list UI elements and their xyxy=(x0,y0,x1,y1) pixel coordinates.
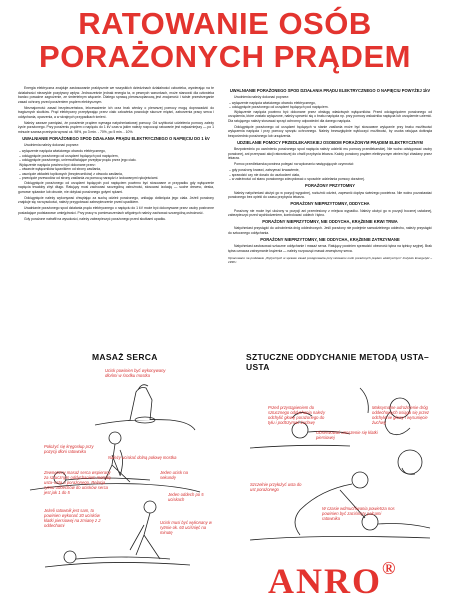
list-item: – odciągnięcie porażonego od urządzeń będących pod napięciem. xyxy=(229,105,329,110)
note-tilt-head: Przed przystąpieniem do sztucznego oddychania należy odchylić głowę porażonego do tyłu i podtrzymać żuchwę xyxy=(268,405,326,425)
logo-text: ANRO xyxy=(268,561,382,601)
title-line-1: RATOWANIE OSÓB xyxy=(78,6,372,41)
section-heading: PORAŻONY NIEPRZYTOMNY, ODDYCHA xyxy=(290,201,370,207)
paragraph: Nieznajomość zasad bezpieczeństwa, lekceważenie ich oraz brak wiedzy o pierwszej pomocy mogą doprowadzić do tragicznych skutków. Prąd elektryczny przepływając przez ciało człowieka powoduje skurcze mięśni, zaburzenia pracy serca i oddychania, oparzenia, a w skrajnych przypadkach śmierć. xyxy=(18,105,214,119)
list-item: – przecięcie przewodów od strony zasilania za pomocą narzędzi z izolowanymi rękojeściami. xyxy=(19,176,159,181)
right-text-column xyxy=(228,86,432,264)
note-spine: Położyć się kręgosłup przy pozycji dłoni ratownika xyxy=(44,444,94,454)
paragraph: Bezpośrednio po uwolnieniu porażonego spod napięcia należy udzielić mu pomocy przedlekarskiej. Nie wolno odstępować osoby porażonej, ani przerywać akcji ratowniczej do chwili przybycia lekarza. Każdy porażony prądem elektrycznym winien być zbadany przez lekarza. xyxy=(228,147,432,161)
note-pinch-nose: W czasie wdmuchiwania powietrza nos powinien być zaciśnięty palcami ratownika xyxy=(322,506,395,521)
paragraph: Natychmiast zastosować sztuczne oddychanie i masaż serca. Ratujący powinien sprawdzić obecność tętna na tętnicy szyjnej. Brak tętna oznacza zatrzymanie krążenia — należy rozpocząć masaż zewnętrzny serca. xyxy=(228,244,432,253)
note-watch-chest: Obserwować unoszenie się klatki piersiowej xyxy=(316,430,378,440)
paragraph: Odciągnięcie porażonego od urządzeń będących w stanie zasilania może być stosowane wyłącznie przy braku możliwości wyłączenia napięcia i przy pomocy sprzętu ochronnego. Należy bezwzględnie wykluczyć możliwość, by osoba ratująca dotknęła bezpośrednio porażonego lub urządzenia. xyxy=(228,124,432,138)
list-item: – odciągnięcie porażonego od urządzeń będących pod napięciem, xyxy=(19,153,119,158)
paragraph: Gdy porażone natrafił na wysokości, należy zabezpieczyć porażonego przed skutkami upadku. xyxy=(24,216,167,221)
list-item: – w zależności od stanu porażonego zdecydować o sposobie udzielania pomocy doraźnej. xyxy=(229,177,365,182)
paragraph: Należy zawsze pamiętać, że porażenie prądem wymaga natychmiastowej pomocy. Od szybkości udzielenia pomocy zależy życie porażonego. Przy porażeniu prądem o napięciu do 1 kV czas w jakim należy rozpocząć ratowanie jest najważniejszy — po 1 minucie szansa przeżycia wynosi ok. 98%, po 3 min. - 70%, po 5 min. - 10%. xyxy=(18,120,214,134)
note-rhythm: Ucisk musi być wykonany w rytmie ok. 60 uciśnięć na minutę xyxy=(160,520,212,535)
note-cpr-ratio: Zewnętrzny masaż serca wspierany za sztucznym oddychaniem metodą usta–usta u porażonego. Relacja rytmu oddechów do ucisków serca jest jak 1 do 5 xyxy=(44,470,111,495)
note-lower-sternum: Należy uciskać dolną połowę mostka xyxy=(108,455,177,460)
list-item: – usunięcie wkładek topikowych (bezpieczników) z obwodu zasilania, xyxy=(19,171,123,176)
poster-title xyxy=(0,8,450,72)
list-item: – wyłączenie napięcia właściwego obwodu elektrycznego, xyxy=(229,100,316,105)
paragraph: Uwalnianie porażonego spod działania prądu elektrycznego o napięciu do 1 kV może być dokonywane przez osoby postronne posiadające podstawowe umiejętności. Przy pracy w pomieszczeniach wilgotnych należy zachować szczególną ostrożność. xyxy=(18,206,214,215)
paragraph: Uwolnienia należy dokonać poprzez: xyxy=(234,94,290,99)
title-line-2: PORAŻONYCH PRĄDEM xyxy=(39,39,411,74)
illustration-mouth-to-mouth xyxy=(240,440,440,550)
mouth-to-mouth-title: SZTUCZNE ODDYCHANIE METODĄ USTA–USTA xyxy=(246,352,430,372)
section-heading: PORAŻONY PRZYTOMNY xyxy=(305,183,355,189)
paragraph: Natychmiast przystąpić do udrożnienia dróg oddechowych. Jeśli porażony nie podejmie samodzielnego oddechu, należy przystąpić do sztucznego oddychania. xyxy=(228,226,432,236)
left-text-column xyxy=(18,86,214,223)
paragraph: Porażony nie może być ułożony w pozycji ani przeniesiony z miejsca wypadku. Należy ułożyć go w pozycji bocznej ustalonej, zabezpieczyć przed wychłodzeniem, kontrolować oddech i tętno. xyxy=(228,208,432,218)
section-heading: UWALNIANIE PORAŻONEGO SPOD DZIAŁANIA PRĄDU ELEKTRYCZNEGO O NAPIĘCIU POWYŻEJ 1kV xyxy=(229,87,431,93)
note-airway: Maksymalne udrożnienie dróg oddechowych osiąga się przez odchylenie głowy i wysunięcie żuchwy xyxy=(372,405,430,425)
list-item: – gdy porażony krwawi, zatrzymać krwawienie, xyxy=(229,168,300,173)
paragraph: Pomoc przedlekarska powinna polegać na wykonaniu następujących czynności: xyxy=(234,162,355,167)
paragraph: Odciągnięcie porażonego od urządzeń będących pod napięciem powinno być stosowane w przypadku gdy wyłączenie napięcia trwałoby zbyt długo. Ratujący musi zachować szczególną ostrożność, stosować izolację — suche drewno, deska, gumowe rękawice lub obuwie, nie dotykać porażonego gołymi rękami. xyxy=(18,180,214,194)
note-hand-position: Ucisk powinien być wykonywany dłońmi w środku mostka xyxy=(105,368,166,378)
paragraph: Należy natychmiast ułożyć go w pozycji wygodnej, rozluźnić odzież, zapewnić dopływ świeżego powietrza. Nie wolno pozostawiać porażonego bez opieki do czasu przybycia lekarza. xyxy=(228,190,432,200)
registered-mark: ® xyxy=(382,558,396,578)
list-item: – wyłączenie napięcia właściwego obwodu elektrycznego, xyxy=(19,148,106,153)
list-item: – odciągnięcie porażonego, uniemożliwiające przepływ prądu przez jego ciało. xyxy=(19,158,137,163)
list-item: Wyłączenie napięcia powinno być dokonane przez: xyxy=(19,162,96,167)
note-breath-after-five: Jeden oddech po 5 uciskach xyxy=(168,492,204,502)
note-single-rescuer: Jeżeli ratownik jest sam, to powinien wykonać 30 ucisków klatki piersiowej na zmianę z 2 oddechami xyxy=(44,508,101,528)
anro-logo xyxy=(268,560,395,602)
paragraph: Odciągnięcie należy wykonywać chwytając za suchą odzież porażonego, unikając dotknięcia jego ciała. Jeżeli porażony znajduje się na wysokości, należy przygotować zabezpieczenie przed upadkiem. xyxy=(18,195,214,205)
section-heading: UWALNIANIE PORAŻONEGO SPOD DZIAŁANIA PRĄDU ELEKTRYCZNEGO O NAPIĘCIU DO 1 kV xyxy=(22,135,210,141)
paragraph: Uwolnienia należy dokonać poprzez: xyxy=(24,143,80,148)
list-item: – sprawdzić czy nie doszło do uszkodzeń ciała, xyxy=(229,172,300,177)
illustration-two-rescuers xyxy=(40,495,200,575)
source-footnote: Opracowano na podstawie „Wytycznych w sprawie zasad postępowania przy ratowaniu osób porażonych prądem elektrycznym” Instytutu Energetyki – 1998 r. xyxy=(228,256,432,265)
heart-massage-title: MASAŻ SERCA xyxy=(92,352,158,362)
note-one-per-second: Jeden ucisk na sekundę xyxy=(160,470,188,480)
paragraph: Wyłączenie napięcia powinno być dokonane przez obsługę właściwych wyłączników. Przed odciągnięciem porażonego od urządzenia, które zostało wyłączone, należy upewnić się o braku napięcia np. przy pomocy wskaźnika napięcia lub urządzenie uziemić. Dla ratującego należy stosować sprzęt ochronny odpowiedni dla danego napięcia. xyxy=(228,109,432,123)
note-mouth-seal: Szczelnie przyłożyć usta do ust porażonego xyxy=(250,482,302,492)
paragraph: Energia elektryczna znajduje zastosowanie praktycznie we wszystkich dziedzinach działalności człowieka, wywierając na te działalności niezwykle pozytywny wpływ. Jednocześnie jednak energia ta, w pewnych warunkach, może stanowić dla człowieka bardzo poważne zagrożenie, ze śmiertelnym włącznie. Dlatego sprawą pierwszoplanową jest znajomość i ścisłe przestrzeganie zasad ochrony przed porażeniem prądem elektrycznym. xyxy=(18,86,214,104)
list-item: – otwarcie wyłączników łącznikiem od strony zasilania, xyxy=(19,167,101,172)
section-heading: UDZIELANIE POMOCY PRZEDLEKARSKIEJ OSOBOM PORAŻONYM PRĄDEM ELEKTRYCZNYM xyxy=(237,140,423,145)
section-heading: PORAŻONY NIEPRZYTOMNY, NIE ODDYCHA, KRĄŻENIE KRWI TRWA xyxy=(262,219,398,225)
section-heading: PORAŻONY NIEPRZYTOMNY, NIE ODDYCHA, KRĄŻENIE ZATRZYMANE xyxy=(260,237,400,243)
